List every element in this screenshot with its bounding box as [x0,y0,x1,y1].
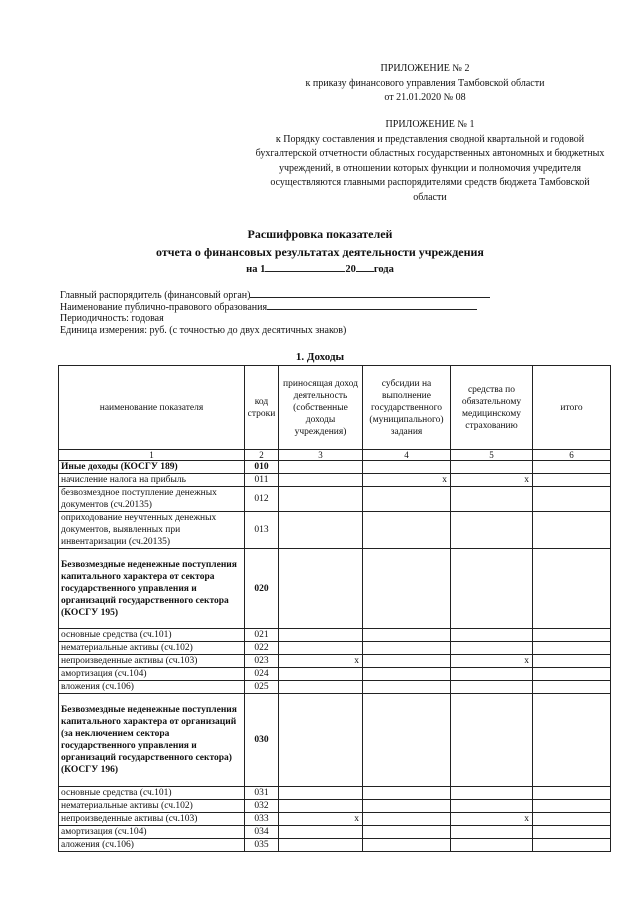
column-number: 2 [245,450,279,461]
cell-col5[interactable] [451,839,533,852]
appendix-1-text: к Порядку составления и представления сводной квартальной и годовой бухгалтерской отчетности областных государственных автономных и бюджетных учреждений, в отношении которых функции и полномочия учредителя осуществляются главными распорядителями средств бюджета Тамбовской области [255,133,605,203]
cell-col4[interactable] [363,668,451,681]
cell-col6[interactable] [533,655,611,668]
cell-col3[interactable] [279,694,363,787]
table-row [59,461,611,474]
cell-col3[interactable] [279,461,363,474]
header-col5: средства по обязательному медицинскому страхованию [451,366,533,450]
cell-col4[interactable] [363,694,451,787]
cell-col6[interactable] [533,487,611,512]
cell-col5[interactable] [451,487,533,512]
cell-col6[interactable] [533,839,611,852]
row-name: непроизведенные активы (сч.103) [59,655,245,668]
cell-col4[interactable] [363,549,451,629]
municipality-line [60,300,477,314]
cell-col4[interactable] [363,839,451,852]
row-name: амортизация (сч.104) [59,826,245,839]
row-code: 020 [245,549,279,629]
row-code: 032 [245,800,279,813]
column-number: 5 [451,450,533,461]
chief-blank[interactable] [250,288,490,298]
row-code: 013 [245,512,279,549]
cell-col4[interactable] [363,800,451,813]
unit-of-measure: Единица измерения: руб. (с точностью до двух десятичных знаков) [60,325,347,336]
cell-col6[interactable] [533,461,611,474]
cell-col4[interactable] [363,826,451,839]
cell-col5[interactable] [451,800,533,813]
header-code: код строки [245,366,279,450]
cell-col5[interactable] [451,787,533,800]
cell-col5[interactable] [451,668,533,681]
cell-col3[interactable] [279,668,363,681]
row-code: 012 [245,487,279,512]
row-code: 030 [245,694,279,787]
cell-col3[interactable] [279,681,363,694]
cell-col6[interactable] [533,474,611,487]
header-col3: приносящая доход деятельность (собственные доходы учреждения) [279,366,363,450]
row-name: Иные доходы (КОСГУ 189) [59,461,245,474]
cell-col3[interactable] [279,549,363,629]
cell-col5[interactable] [451,512,533,549]
row-name: амортизация (сч.104) [59,668,245,681]
column-number: 4 [363,450,451,461]
cell-col3[interactable] [279,487,363,512]
appendix-2-line1: к приказу финансового управления Тамбовской области [305,77,545,89]
cell-col6[interactable] [533,826,611,839]
row-name: безвозмездное поступление денежных документов (сч.20135) [59,487,245,512]
row-code: 024 [245,668,279,681]
appendix-2-title: ПРИЛОЖЕНИЕ № 2 [380,63,470,74]
cell-col4[interactable] [363,512,451,549]
cell-col3[interactable] [279,629,363,642]
row-code: 022 [245,642,279,655]
cell-col4[interactable] [363,813,451,826]
row-code: 021 [245,629,279,642]
cell-col4[interactable] [363,487,451,512]
column-number: 1 [59,450,245,461]
doc-date-line [0,262,640,275]
table-row [59,512,611,549]
column-number: 6 [533,450,611,461]
cell-col5[interactable] [451,461,533,474]
cell-col5[interactable] [451,642,533,655]
doc-title-line1: Расшифровка показателей [247,227,393,241]
appendix-2-block [290,62,560,106]
cell-col6[interactable] [533,642,611,655]
row-code: 010 [245,461,279,474]
appendix-1-block [255,118,605,205]
table-body [59,461,611,852]
row-code: 025 [245,681,279,694]
cell-col5[interactable] [451,629,533,642]
cell-col5[interactable]: x [451,655,533,668]
row-name: аложения (сч.106) [59,839,245,852]
table-row [59,813,611,826]
table-row [59,642,611,655]
row-name: нематериальные активы (сч.102) [59,642,245,655]
header-col6: итого [533,366,611,450]
cell-col6[interactable] [533,629,611,642]
row-code: 023 [245,655,279,668]
doc-title-line2: отчета о финансовых результатах деятельности учреждения [156,245,484,259]
table-header-row [59,366,611,450]
cell-col4[interactable]: x [363,474,451,487]
cell-col3[interactable] [279,642,363,655]
cell-col6[interactable] [533,694,611,787]
cell-col6[interactable] [533,512,611,549]
table-row [59,474,611,487]
table-row [59,694,611,787]
cell-col3[interactable]: x [279,813,363,826]
date-mid: 20 [345,264,356,275]
row-name: нематериальные активы (сч.102) [59,800,245,813]
row-name: Безвозмездные неденежные поступления капитального характера от сектора государственного управления и организаций государственного сектора (КОСГУ 195) [59,549,245,629]
date-year-blank[interactable] [356,262,374,272]
row-name: оприходование неучтенных денежных документов, выявленных при инвентаризации (сч.20135) [59,512,245,549]
row-code: 034 [245,826,279,839]
appendix-2-line2: от 21.01.2020 № 08 [384,92,466,103]
row-code: 031 [245,787,279,800]
cell-col6[interactable] [533,681,611,694]
cell-col4[interactable] [363,655,451,668]
cell-col6[interactable] [533,813,611,826]
cell-col4[interactable] [363,461,451,474]
cell-col5[interactable] [451,694,533,787]
table-row [59,681,611,694]
cell-col5[interactable]: x [451,474,533,487]
row-name: основные средства (сч.101) [59,787,245,800]
cell-col4[interactable] [363,787,451,800]
row-code: 033 [245,813,279,826]
cell-col4[interactable] [363,629,451,642]
cell-col6[interactable] [533,787,611,800]
cell-col6[interactable] [533,549,611,629]
header-col4: субсидии на выполнение государственного (муниципального) задания [363,366,451,450]
cell-col3[interactable] [279,474,363,487]
cell-col5[interactable] [451,681,533,694]
row-name: начисление налога на прибыль [59,474,245,487]
cell-col3[interactable]: x [279,655,363,668]
row-code: 011 [245,474,279,487]
table-row [59,839,611,852]
income-table [58,365,611,852]
row-name: Безвозмездные неденежные поступления капитального характера от организаций (за неключением сектора государственного управления и организаций государственного сектора) (КОСГУ 196) [59,694,245,787]
cell-col4[interactable] [363,681,451,694]
row-name: основные средства (сч.101) [59,629,245,642]
row-code: 035 [245,839,279,852]
cell-col5[interactable] [451,826,533,839]
cell-col3[interactable] [279,787,363,800]
column-numbers-row [59,450,611,461]
date-prefix: на 1 [246,264,266,275]
cell-col3[interactable] [279,826,363,839]
table-row [59,629,611,642]
date-day-month-blank[interactable] [265,262,345,272]
header-name: наименование показателя [59,366,245,450]
cell-col3[interactable] [279,839,363,852]
cell-col3[interactable] [279,800,363,813]
table-row [59,668,611,681]
table-row [59,787,611,800]
municipality-blank[interactable] [267,300,477,310]
table-row [59,800,611,813]
table-row [59,487,611,512]
periodicity: Периодичность: годовая [60,313,164,324]
municipality-label: Наименование публично-правового образования [60,302,268,313]
table-row [59,655,611,668]
cell-col5[interactable]: x [451,813,533,826]
cell-col5[interactable] [451,549,533,629]
table-row [59,826,611,839]
column-number: 3 [279,450,363,461]
cell-col6[interactable] [533,800,611,813]
chief-label: Главный распорядитель (финансовый орган) [60,290,251,301]
section-title: 1. Доходы [295,351,345,363]
row-name: вложения (сч.106) [59,681,245,694]
cell-col6[interactable] [533,668,611,681]
row-name: непроизведенные активы (сч.103) [59,813,245,826]
appendix-1-title: ПРИЛОЖЕНИЕ № 1 [385,119,475,130]
table-row [59,549,611,629]
date-suffix: года [373,264,394,275]
cell-col4[interactable] [363,642,451,655]
cell-col3[interactable] [279,512,363,549]
